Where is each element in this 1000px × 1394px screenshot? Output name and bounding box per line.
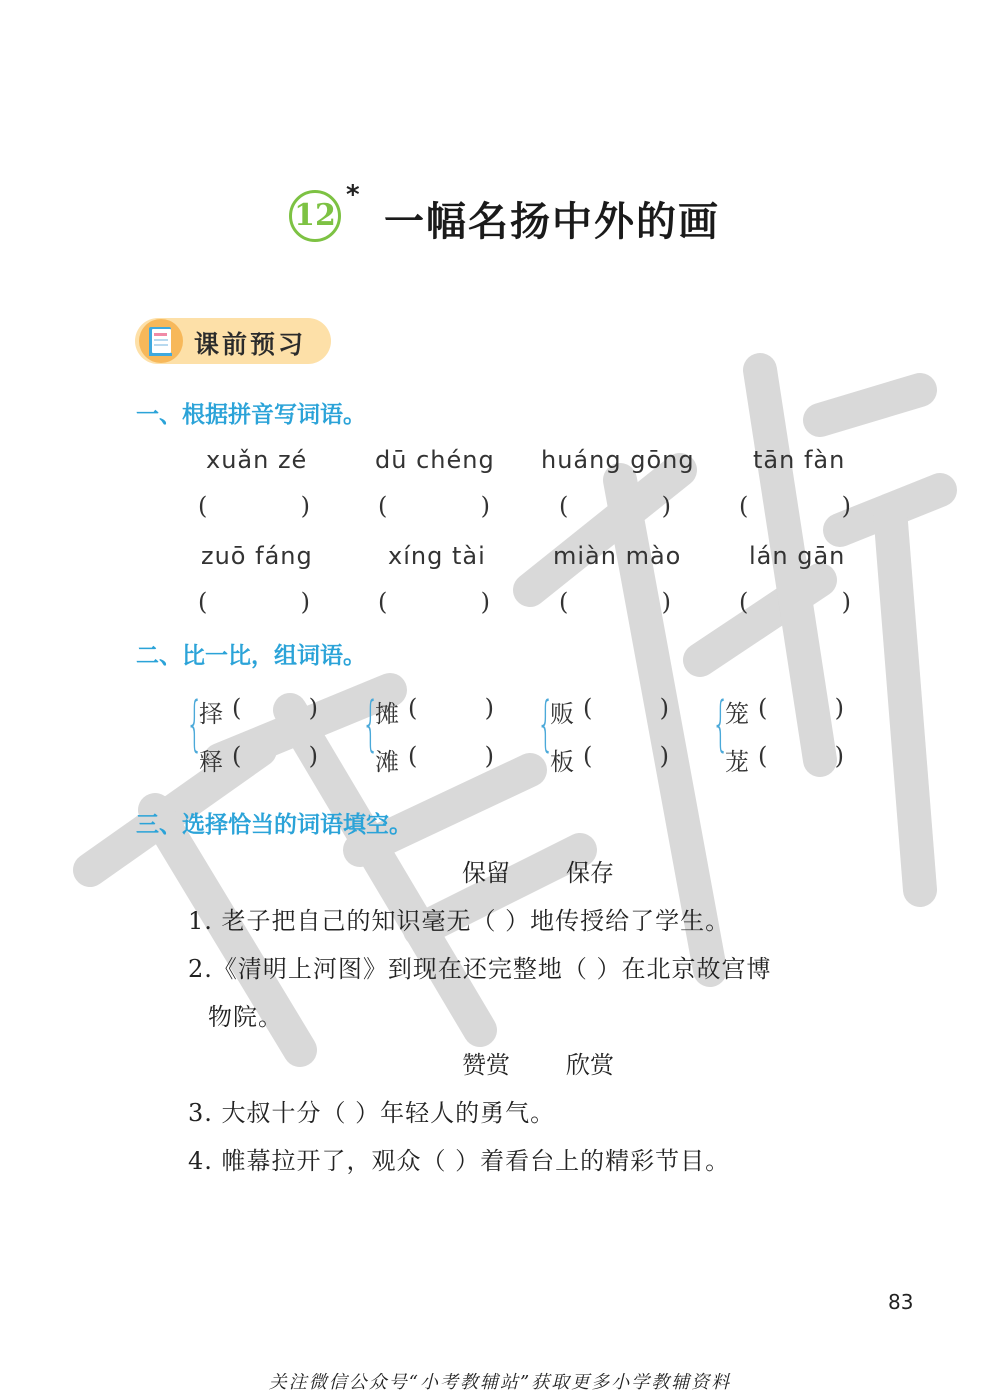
pinyin-item: xíng tài [388,542,486,570]
pinyin-item: dū chéng [375,446,495,474]
compare-char: 摊 [375,700,399,728]
brace-icon: { [537,689,555,759]
lesson-star-mark: * [346,180,360,210]
book-icon [138,316,184,366]
answer-blank[interactable]: ( ) [232,742,318,770]
sentence-2-continued: 物院。 [208,1003,283,1031]
compare-char: 释 [199,748,223,776]
answer-blank[interactable]: ( ) [378,588,490,616]
pinyin-item: zuō fáng [201,542,313,570]
answer-blank[interactable]: ( ) [559,588,671,616]
brace-icon: { [712,689,730,759]
pinyin-item: miàn mào [553,542,682,570]
word-option: 欣赏 [566,1051,614,1079]
preview-badge-label: 课前预习 [194,330,307,359]
footer-note: 关注微信公众号“小考教辅站”获取更多小学教辅资料 [268,1372,732,1393]
compare-char: 茏 [725,748,749,776]
section1-heading: 一、根据拼音写词语。 [136,402,366,428]
compare-char: 板 [550,748,574,776]
pinyin-item: tān fàn [753,446,846,474]
compare-char: 贩 [550,700,574,728]
answer-blank[interactable]: ( ) [198,588,310,616]
brace-icon: { [362,689,380,759]
answer-blank[interactable]: ( ) [758,742,844,770]
pinyin-item: huáng gōng [541,446,695,474]
compare-char: 笼 [725,700,749,728]
answer-blank[interactable]: ( ) [408,742,494,770]
answer-blank[interactable]: ( ) [198,492,310,520]
page-number: 83 [888,1290,914,1314]
sentence-1: 1. 老子把自己的知识毫无（ ）地传授给了学生。 [188,907,731,935]
answer-blank[interactable]: ( ) [739,588,851,616]
sentence-2: 2.《清明上河图》到现在还完整地（ ）在北京故宫博 [188,955,772,983]
sentence-3: 3. 大叔十分（ ）年轻人的勇气。 [188,1099,556,1127]
pinyin-item: lán gān [749,542,846,570]
compare-char: 择 [199,700,223,728]
pinyin-item: xuǎn zé [206,446,308,474]
answer-blank[interactable]: ( ) [758,694,844,722]
word-option: 保留 [462,859,510,887]
answer-blank[interactable]: ( ) [232,694,318,722]
sentence-4: 4. 帷幕拉开了，观众（ ）着看台上的精彩节目。 [188,1147,731,1175]
lesson-title: 一幅名扬中外的画 [384,199,720,245]
word-option: 保存 [566,859,614,887]
answer-blank[interactable]: ( ) [378,492,490,520]
word-option: 赞赏 [462,1051,510,1079]
answer-blank[interactable]: ( ) [583,694,669,722]
lesson-number-badge: 12 [289,190,341,242]
answer-blank[interactable]: ( ) [408,694,494,722]
section2-heading: 二、比一比，组词语。 [136,643,366,669]
section3-heading: 三、选择恰当的词语填空。 [136,812,412,838]
answer-blank[interactable]: ( ) [559,492,671,520]
answer-blank[interactable]: ( ) [739,492,851,520]
answer-blank[interactable]: ( ) [583,742,669,770]
compare-char: 滩 [375,748,399,776]
brace-icon: { [186,689,204,759]
